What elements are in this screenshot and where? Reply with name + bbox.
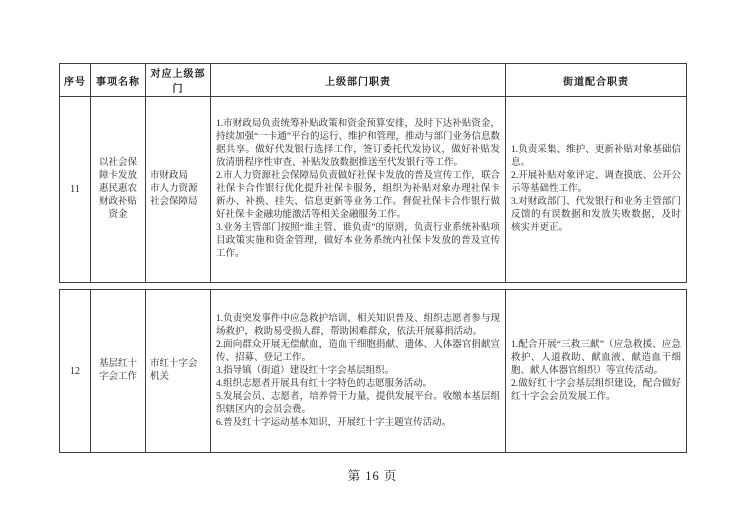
duty-item: 2.面向群众开展无偿献血，造血干细胞捐献、遗体、人体器官捐献宣传、招募、登记工作。 — [216, 339, 500, 363]
col-header-street-duties: 街道配合职责 — [506, 64, 687, 97]
duty-item: 1.市财政局负责统筹补贴政策和资金预算安排，及时下达补贴资金，持续加强“一卡通”平台的运行、维护和管理，推动与部门业务信息数据共享。做好代发银行选择工作，签订委托代发协议，做好补贴发放清册程序性审查、补贴发放数据推送至代发银行等工作。 — [216, 119, 500, 168]
cell-item-name-11: 以社会保障卡发放惠民惠农财政补贴资金 — [91, 97, 146, 283]
duty-item: 3.指导镇（街道）建设红十字会基层组织。 — [216, 365, 395, 376]
dept-line: 市财政局 — [150, 171, 189, 181]
dept-line: 市人力资源社会保障局 — [150, 184, 198, 207]
duty-item: 2.市人力资源社会保障局负责做好社保卡发放的普及宣传工作，联合社保卡合作银行优化提升社保卡服务，组织为补贴对象办理社保卡新办、补换、挂失、信息更新等业务工作。督促社保卡合作银行做好社保卡金融功能激活等相关金融服务工作。 — [216, 171, 500, 220]
cell-seq-11: 11 — [60, 97, 91, 283]
duty-item: 1.负责采集、维护、更新补贴对象基础信息。 — [511, 145, 681, 168]
duty-item: 3.业务主管部门按照“谁主管、谁负责”的原则，负责行业系统补贴项目政策实施和资金管理，做好本业务系统内社保卡发放的普及宣传工作。 — [216, 223, 500, 259]
duty-item: 5.发展会员、志愿者，培养骨干力量，提供发展平台。收缴本基层组织辖区内的会员会费。 — [216, 391, 500, 415]
cell-superior-duties-12 — [211, 290, 506, 453]
page-number: 第 16 页 — [347, 469, 398, 483]
duty-item: 1.配合开展“三救三献”（应急救援、应急救护、人道救助、献血液、献造血干细胞、献人体器官组织）等宣传活动。 — [511, 339, 681, 376]
cell-superior-dept-12 — [146, 290, 211, 453]
col-header-superior-dept: 对应上级部门 — [146, 64, 211, 97]
duty-item: 2.开展补贴对象评定、调查摸底、公开公示等基础性工作。 — [511, 171, 681, 194]
col-header-seq: 序号 — [60, 64, 91, 97]
cell-superior-dept-11 — [146, 97, 211, 283]
responsibility-table-lower — [59, 289, 687, 453]
duty-item: 2.做好红十字会基层组织建设，配合做好红十字会会员发展工作。 — [511, 378, 681, 402]
cell-item-name-12: 基层红十字会工作 — [91, 290, 146, 453]
duty-item: 4.组织志愿者开展具有红十字特色的志愿服务活动。 — [216, 378, 433, 389]
responsibility-table-upper — [59, 63, 687, 283]
col-header-item-name: 事项名称 — [91, 64, 146, 97]
duty-item: 1.负责突发事件中应急救护培训、相关知识普及、组织志愿者参与现场救护，救助易受损人群，帮助困难群众，依法开展募捐活动。 — [216, 313, 500, 337]
cell-street-duties-11 — [506, 97, 687, 283]
table-row-12 — [60, 290, 687, 453]
cell-seq-12: 12 — [60, 290, 91, 453]
cell-superior-duties-11 — [211, 97, 506, 283]
duty-item: 3.对财政部门、代发银行和业务主管部门反馈的有误数据和发放失败数据，及时核实并更正。 — [511, 197, 681, 233]
table-header-row — [60, 64, 687, 97]
cell-street-duties-12 — [506, 290, 687, 453]
col-header-superior-duties: 上级部门职责 — [211, 64, 506, 97]
duty-item: 6.普及红十字运动基本知识，开展红十字主题宣传活动。 — [216, 417, 452, 428]
table-row-11 — [60, 97, 687, 283]
dept-line: 市红十字会机关 — [150, 359, 198, 382]
